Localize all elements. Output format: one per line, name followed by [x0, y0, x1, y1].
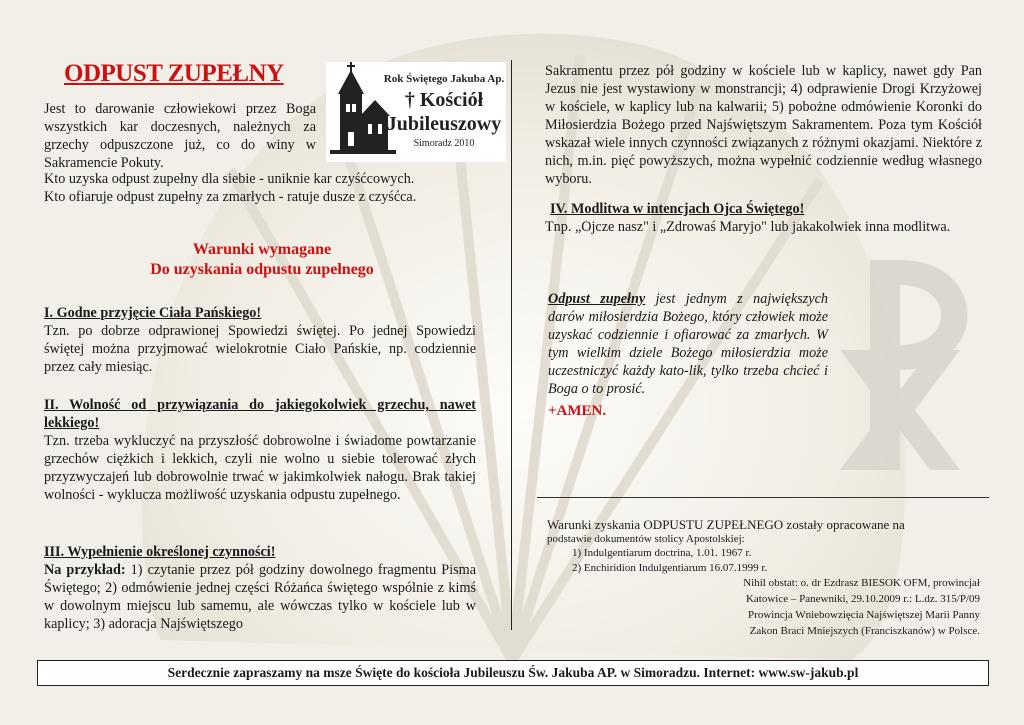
section-2-body: Tzn. trzeba wykluczyć na przyszłość dobrowolne i świadome powtarzanie grzechów ciężkich i lekkich, czyli nie wolno u siebie tolerować złych przyzwyczajeń lub dobrowolnie trwać w jakimkolwiek nałogu. Brak takiej wolności - wyklucza możliwość uzyskania odpustu zupełnego. — [44, 433, 476, 503]
requirements-line-2: Do uzyskania odpustu zupełnego — [150, 261, 374, 278]
section-3-heading: III. Wypełnienie określonej czynności! — [44, 544, 276, 560]
badge-line-1: Rok Świętego Jakuba Ap. — [383, 73, 505, 85]
section-3-text: 1) czytanie przez pół godziny dowolnego fragmentu Pisma Świętego; 2) odmówienie jednej części Różańca świętego wspólnie z kimś w dowolnym miejscu lub samemu, ale wówczas tylko w kościele lub w kaplicy; 3) adoracja Najświętszego — [44, 562, 476, 632]
quote-lead: Odpust zupełny — [548, 291, 646, 307]
column-divider — [511, 60, 512, 630]
section-4 — [550, 200, 850, 218]
notes-divider — [537, 497, 989, 498]
section-2-heading: II. Wolność od przywiązania do jakiegokolwiek grzechu, nawet lekkiego! — [44, 397, 476, 431]
notes-line-2: podstawie dokumentów stolicy Apostolskiej: — [547, 533, 745, 545]
closing-quote — [548, 290, 828, 398]
nihil-line-3: Prowincja Wniebowzięcia Najświętszej Marii Panny — [748, 609, 980, 621]
intro-line-dead: Kto ofiaruje odpust zupełny za zmarłych - ratuje dusze z czyśćca. — [44, 189, 417, 205]
section-1-body: Tzn. po dobrze odprawionej Spowiedzi świętej. Po jednej Spowiedzi świętej można przyjmować wielokrotnie Ciało Pańskie, np. codziennie przez cały miesiąc. — [44, 323, 476, 375]
quote-text: jest jednym z największych darów miłosierdzia Bożego, który człowiek może uzyskać codziennie i ofiarować za zmarłych. W tym wielkim dziele Bożego miłosierdzia może uczestniczyć każdy kato-lik, tylko trzeba chcieć i Boga o to prosić. — [548, 291, 828, 397]
section-3-lead: Na przykład: — [44, 562, 126, 578]
notes-line-1: Warunki zyskania ODPUSTU ZUPEŁNEGO zostały opracowane na — [547, 517, 905, 532]
section-2 — [44, 396, 476, 504]
intro-line-self: Kto uzyska odpust zupełny dla siebie - uniknie kar czyśćcowych. — [44, 171, 415, 187]
church-icon — [326, 62, 506, 162]
badge-line-2: † Kościół — [404, 89, 484, 111]
badge-line-4: Simoradz 2010 — [413, 138, 475, 149]
nihil-line-4: Zakon Braci Mniejszych (Franciszkanów) w Polsce. — [749, 625, 980, 637]
intro-lines — [44, 170, 484, 206]
page-title: ODPUST ZUPEŁNY — [64, 60, 284, 87]
section-1 — [44, 304, 476, 376]
footer-invitation: Serdecznie zapraszamy na msze Święte do kościoła Jubileuszu Św. Jakuba AP. w Simoradzu. Internet: www.sw-jakub.pl — [37, 660, 989, 686]
amen-text: +AMEN. — [548, 403, 607, 419]
document-1: 1) Indulgentiarum doctrina, 1.01. 1967 r. — [572, 547, 752, 559]
intro-paragraph: Jest to darowanie człowiekowi przez Boga wszystkich kar doczesnych, należnych za grzechy odpuszczone już, co do winy w Sakramencie Pokuty. — [44, 101, 316, 171]
requirements-line-1: Warunki wymagane — [192, 241, 332, 258]
nihil-line-2: Katowice – Panewniki, 29.10.2009 r.: L.dz. 315/P/09 — [745, 593, 980, 605]
nihil-line-1: Nihil obstat: o. dr Ezdrasz BIESOK OFM, prowincjał — [743, 577, 980, 589]
requirements-heading — [44, 240, 480, 280]
badge-line-3: Jubileuszowy — [386, 113, 502, 135]
section-4-body: Tnp. „Ojcze nasz" i „Zdrowaś Maryjo" lub jakakolwiek inna modlitwa. — [545, 219, 951, 235]
section-1-heading: I. Godne przyjęcie Ciała Pańskiego! — [44, 305, 262, 321]
section-3-continuation: Sakramentu przez pół godziny w kościele lub w kaplicy, nawet gdy Pan Jezus nie jest wystawiony w monstrancji; 4) odprawienie Drogi Krzyżowej w kościele, w kaplicy lub na kalwarii; 5) pobożne odmówienie Koronki do Miłosierdzia Bożego przed Najświętszym Sakramentem. Poza tym Kościół wskazał wiele innych czynności związanych z różnymi okazjami. Niektóre z nich, m.in. pięć powyższych, można wypełnić codziennie według własnego wyboru. — [545, 63, 982, 187]
section-3 — [44, 543, 476, 633]
nihil-obstat — [580, 575, 980, 639]
document-2: 2) Enchiridion Indulgentiarum 16.07.1999 r. — [572, 562, 768, 574]
section-3-body — [44, 561, 476, 633]
section-4-heading: IV. Modlitwa w intencjach Ojca Świętego! — [550, 201, 805, 217]
